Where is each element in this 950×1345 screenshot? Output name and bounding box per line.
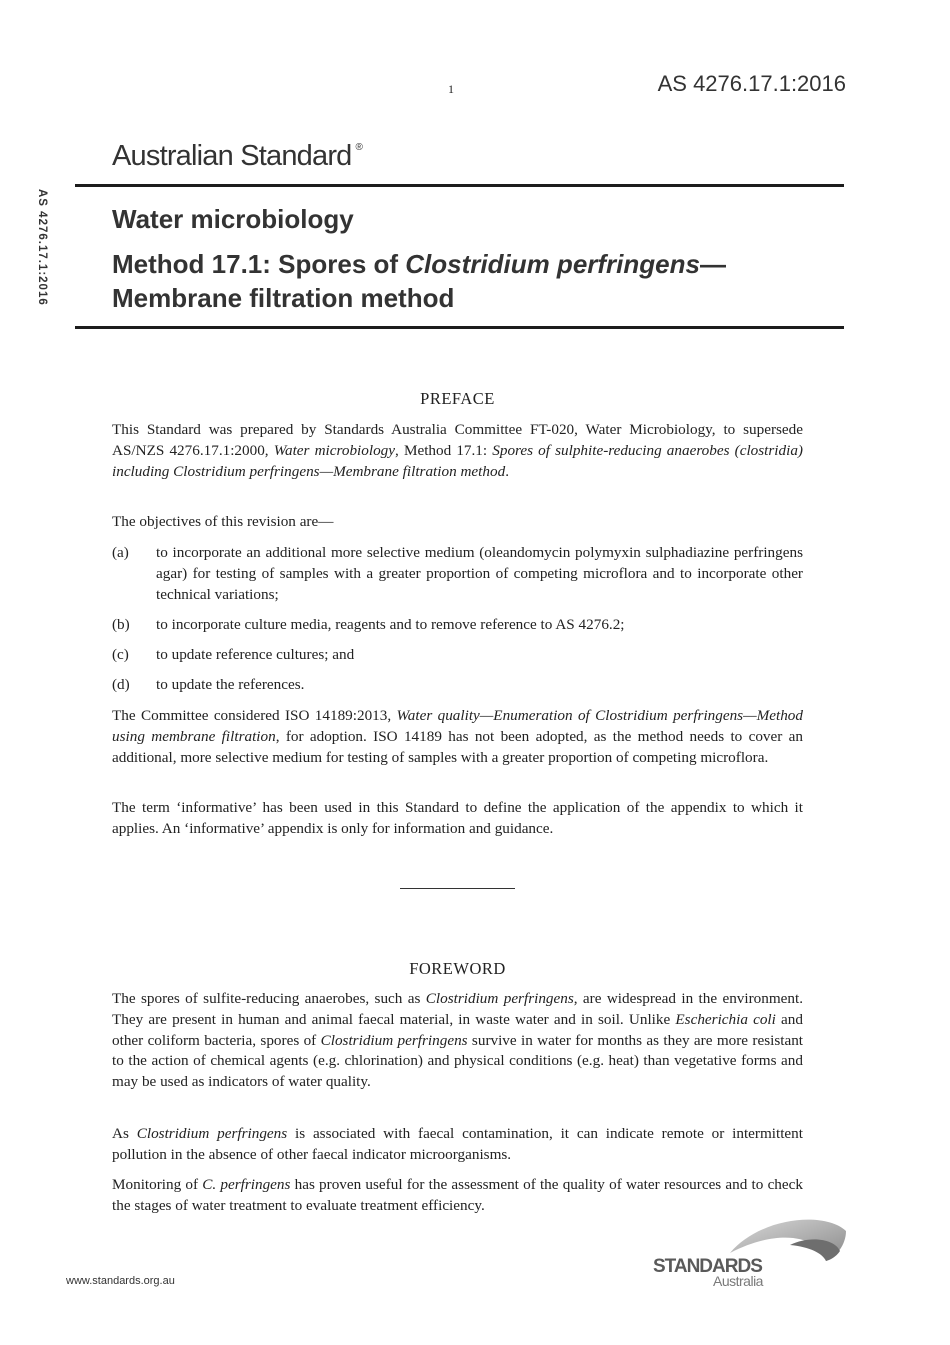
objective-item-a xyxy=(112,543,803,605)
preface-paragraph-2: The objectives of this revision are— xyxy=(112,513,334,530)
preface-p3-text-2: , for adoption. ISO 14189 has not been adopted, as the method needs to cover an additional, more selective medium for testing of samples with a greater proportion of competing microflora. xyxy=(112,727,803,766)
foreword-heading: FOREWORD xyxy=(409,959,506,978)
preface-heading: PREFACE xyxy=(420,389,495,408)
foreword-p2-species: Clostridium perfringens xyxy=(136,1125,288,1142)
foreword-p1-species-2: Escherichia coli xyxy=(675,1010,776,1028)
item-text: to incorporate an additional more selective medium (oleandomycin polymyxin sulphadiazine perfringens agar) for testing of samples with a greater proportion of competing microflora and to incorporate other technical variations; xyxy=(156,544,803,603)
preface-p1-text-2: , Method 17.1: xyxy=(395,441,493,459)
foreword-p3-text-2: has proven useful for the assessment of the quality of water resources and to check the stages of water treatment to evaluate treatment efficiency. xyxy=(112,1176,803,1214)
title-method: Method 17.1: Spores of xyxy=(112,249,406,279)
item-label: (c) xyxy=(112,646,129,663)
standard-code: AS 4276.17.1:2016 xyxy=(657,71,846,96)
item-text: to update the references. xyxy=(156,676,305,693)
item-label: (d) xyxy=(112,676,130,693)
foreword-p1-species: Clostridium perfringens xyxy=(425,990,574,1007)
foreword-p1-text-4: survive in water for months as they are more resistant to the action of chemical agents (e.g. chlorination) and physical conditions (e.g. heat) than vegetative forms and may be used as indicators of water quality. xyxy=(112,1031,804,1091)
title-line-2 xyxy=(112,247,812,315)
foreword-p1-species-3: Clostridium perfringens xyxy=(320,1031,468,1049)
standards-australia-logo xyxy=(640,1215,850,1290)
preface-p3-iso-title: Water quality—Enumeration of Clostridium perfringens—Method using membrane filtration xyxy=(112,707,803,745)
preface-paragraph-4: The term ‘informative’ has been used in this Standard to define the application of the appendix to which it applies. An ‘informative’ appendix is only for information and guidance. xyxy=(112,799,803,837)
bottom-rule xyxy=(75,326,844,329)
item-label: (a) xyxy=(112,544,129,561)
foreword-p1-text-2: , are widespread in the environment. They are present in human and animal faecal material, in waste water and in soil. Unlike xyxy=(112,990,804,1028)
page-number: 1 xyxy=(448,82,454,96)
foreword-paragraph-3 xyxy=(112,1175,803,1217)
brand-title xyxy=(112,140,363,173)
foreword-p1-text: The spores of sulfite-reducing anaerobes, such as xyxy=(112,990,426,1007)
foreword-paragraph-2 xyxy=(112,1124,803,1166)
preface-paragraph-3 xyxy=(112,706,803,768)
preface-p1-title: Water microbiology xyxy=(273,441,396,459)
section-divider xyxy=(400,888,515,889)
foreword-paragraph-1 xyxy=(112,989,803,1093)
preface-paragraph-1 xyxy=(112,420,803,482)
top-rule xyxy=(75,184,844,187)
brand-text: Australian Standard xyxy=(112,140,352,172)
logo-word-standards: STANDARDS xyxy=(653,1256,762,1277)
preface-p3-text: The Committee considered ISO 14189:2013, xyxy=(112,707,397,724)
logo-word-australia: Australia xyxy=(713,1273,763,1289)
vertical-standard-code: AS 4276.17.1:2016 xyxy=(36,189,48,306)
foreword-p2-text: As xyxy=(112,1125,137,1142)
preface-p1-end: . xyxy=(505,462,509,480)
objective-item-c xyxy=(112,645,803,666)
foreword-p3-species: C. perfringens xyxy=(202,1176,291,1193)
objective-item-d xyxy=(112,675,803,696)
registered-mark: ® xyxy=(355,142,363,153)
foreword-p1-text-3: and other coliform bacteria, spores of xyxy=(112,1010,803,1049)
footer-url: www.standards.org.au xyxy=(66,1275,175,1287)
item-text: to update reference cultures; and xyxy=(156,646,355,663)
objective-item-b xyxy=(112,615,803,636)
title-species: Clostridium perfringens xyxy=(405,249,700,279)
foreword-p2-text-2: is associated with faecal contamination, it can indicate remote or intermittent pollution in the absence of other faecal indicator microorganisms. xyxy=(112,1125,803,1163)
item-label: (b) xyxy=(112,616,130,633)
preface-p1-text: This Standard was prepared by Standards Australia Committee FT-020, Water Microbiology, to supersede AS/NZS 4276.17.1:2000, xyxy=(112,421,803,459)
foreword-p3-text: Monitoring of xyxy=(112,1176,203,1193)
title-method-name: —Membrane filtration method xyxy=(112,249,726,313)
title-line-1: Water microbiology xyxy=(112,204,354,234)
item-text: to incorporate culture media, reagents and to remove reference to AS 4276.2; xyxy=(156,616,625,633)
preface-p1-method-title: Spores of sulphite-reducing anaerobes (clostridia) including Clostridium perfringens—Membrane filtration method xyxy=(112,441,803,480)
